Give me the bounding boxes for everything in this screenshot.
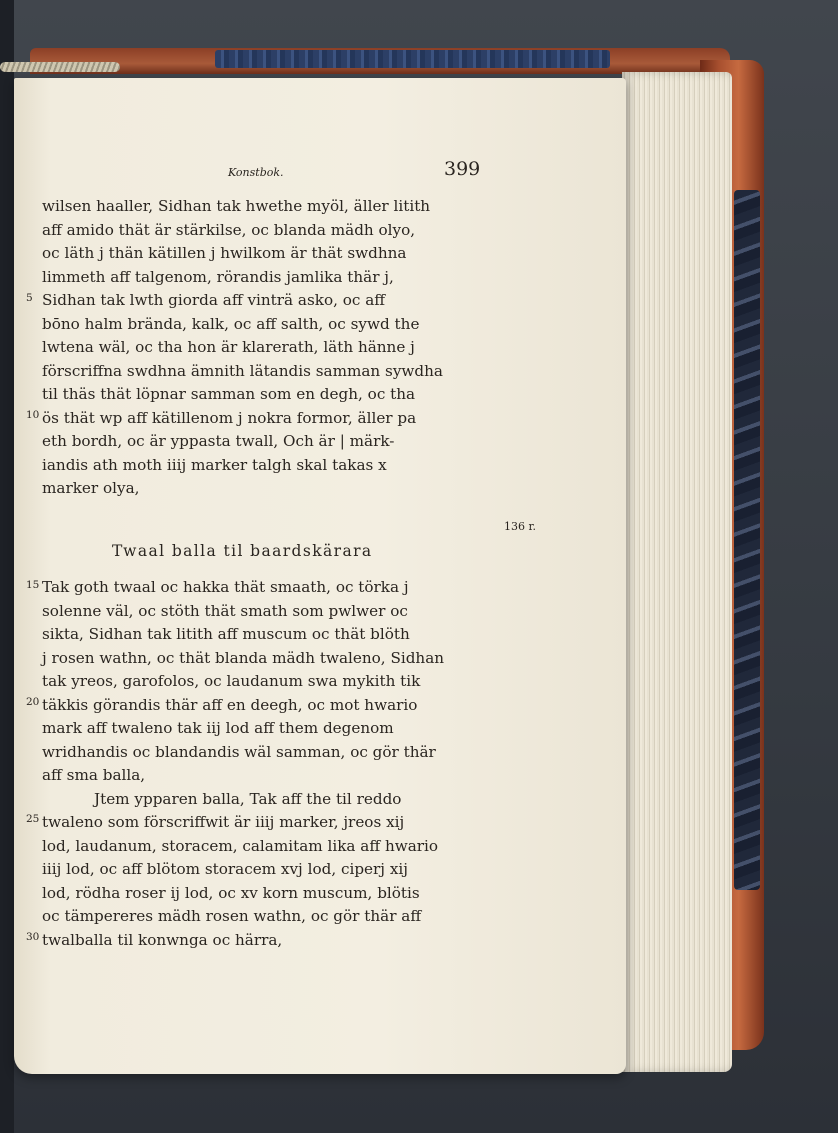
text-line: oc tämpereres mädh rosen wathn, oc gör thär aff [42, 907, 422, 925]
section-heading: Twaal balla til baardskärara [112, 542, 373, 560]
text-line: Jtem ypparen balla, Tak aff the til reddo [94, 789, 402, 808]
spine-shadow [0, 0, 14, 1133]
running-head: Konstbok. [228, 166, 284, 179]
text-line: lod, rödha roser ij lod, oc xv korn muscum, blötis [42, 883, 420, 902]
text-line: aff amido thät är stärkilse, oc blanda mädh olyo, [42, 220, 416, 239]
text-line: wilsen haaller, Sidhan tak hwethe myöl, äller litith [42, 197, 431, 215]
text-line: ös thät wp aff kätillenom j nokra formor, äller pa [42, 408, 417, 427]
text-line: iandis ath moth iiij marker talgh skal takas x [42, 455, 387, 474]
text-line: Tak goth twaal oc hakka thät smaath, oc törka j [42, 578, 409, 596]
text-line: marker olya, [42, 479, 140, 497]
line-number: 15 [26, 579, 40, 591]
page-number: 399 [444, 158, 481, 180]
page-stack-edge [622, 72, 732, 1072]
text-line: twaleno som förscriffwit är iiij marker, jreos xij [42, 813, 405, 831]
text-line: eth bordh, oc är yppasta twall, Och är | märk- [42, 432, 395, 450]
line-number: 30 [26, 931, 40, 943]
text-line: lwtena wäl, oc tha hon är klarerath, läth hänne j [42, 338, 415, 356]
text-line: mark aff twaleno tak iij lod aff them degenom [42, 719, 394, 737]
text-line: sikta, Sidhan tak litith aff muscum oc thät blöth [42, 625, 410, 643]
text-line: til thäs thät löpnar samman som en degh, oc tha [42, 385, 416, 403]
text-line: oc läth j thän kätillen j hwilkom är thät swdhna [42, 244, 407, 262]
text-line: iiij lod, oc aff blötom storacem xvj lod, ciperj xij [42, 860, 408, 878]
text-line: täkkis görandis thär aff en deegh, oc mot hwario [42, 695, 418, 714]
text-line: solenne väl, oc stöth thät smath som pwlwer oc [42, 601, 408, 620]
text-line: wridhandis oc blandandis wäl samman, oc gör thär [42, 742, 436, 761]
line-number: 20 [26, 696, 40, 708]
bookmark-string [0, 62, 120, 72]
text-line: twalballa til konwnga oc härra, [42, 930, 283, 949]
text-line: lod, laudanum, storacem, calamitam lika aff hwario [42, 836, 439, 855]
text-line: j rosen wathn, oc thät blanda mädh twaleno, Sidhan [42, 648, 445, 667]
text-line: tak yreos, garofolos, oc laudanum swa mykith tik [42, 672, 421, 690]
text-line: förscriffna swdhna ämnith lätandis samman sywdha [42, 361, 443, 380]
text-line: bōno halm brända, kalk, oc aff salth, oc sywd the [42, 314, 420, 333]
book-headband [215, 50, 610, 68]
marbled-endpaper [734, 190, 760, 890]
text-line: limmeth aff talgenom, rörandis jamlika thär j, [42, 267, 394, 286]
book-page [14, 78, 626, 1074]
line-number: 25 [26, 813, 40, 825]
line-number: 10 [26, 409, 40, 421]
marginal-note: 136 r. [504, 520, 537, 533]
line-number: 5 [26, 292, 33, 304]
text-line: Sidhan tak lwth giorda aff vinträ asko, oc aff [42, 291, 386, 309]
text-line: aff sma balla, [42, 766, 146, 784]
